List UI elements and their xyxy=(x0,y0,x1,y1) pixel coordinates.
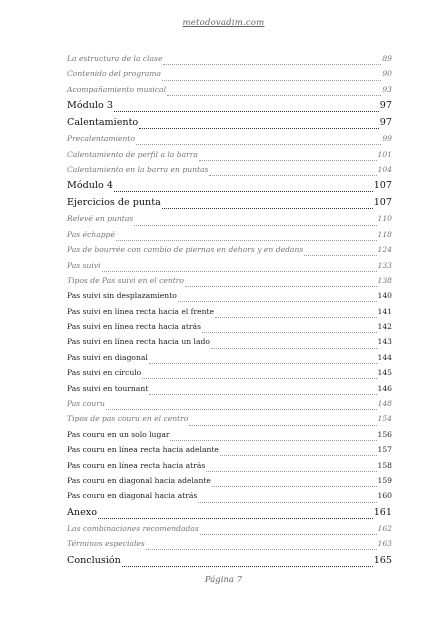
toc-entry-title: Módulo 4 xyxy=(67,180,113,192)
table-of-contents xyxy=(67,51,392,569)
site-link[interactable]: metodovadim.com xyxy=(182,18,265,28)
dot-leader xyxy=(200,524,377,535)
dot-leader xyxy=(206,461,376,472)
toc-entry-title: Pas couru en línea recta hacia atrás xyxy=(67,460,206,470)
toc-entry[interactable] xyxy=(67,536,392,551)
dot-leader xyxy=(149,353,377,364)
toc-entry-page: 156 xyxy=(377,429,392,439)
dot-leader xyxy=(304,245,376,256)
toc-entry-page: 97 xyxy=(379,100,392,112)
dot-leader xyxy=(136,134,381,145)
toc-entry-page: 97 xyxy=(379,117,392,129)
toc-entry-title: Las combinaciones recomendadas xyxy=(67,523,199,533)
toc-entry-title: Términos especiales xyxy=(67,539,145,549)
dot-leader xyxy=(199,150,377,161)
dot-leader xyxy=(202,322,377,333)
toc-entry-page: 154 xyxy=(377,414,392,424)
toc-entry-title: Pas de bourrée con cambio de piernas en dehors y en dedans xyxy=(67,245,304,255)
toc-entry-page: 144 xyxy=(377,352,392,362)
toc-entry[interactable] xyxy=(67,350,392,365)
toc-entry[interactable] xyxy=(67,97,392,114)
toc-entry[interactable] xyxy=(67,381,392,396)
dot-leader xyxy=(122,556,373,567)
toc-entry-page: 143 xyxy=(377,337,392,347)
toc-entry-page: 159 xyxy=(377,475,392,485)
dot-leader xyxy=(146,539,377,550)
toc-entry[interactable] xyxy=(67,114,392,131)
toc-entry[interactable] xyxy=(67,242,392,257)
toc-entry-page: 99 xyxy=(382,134,392,144)
toc-entry[interactable] xyxy=(67,365,392,380)
toc-entry-page: 101 xyxy=(377,149,392,159)
dot-leader xyxy=(162,70,381,81)
toc-entry[interactable] xyxy=(67,131,392,146)
toc-entry[interactable] xyxy=(67,51,392,66)
toc-entry-page: 118 xyxy=(377,229,392,239)
dot-leader xyxy=(198,492,376,503)
toc-entry-title: Relevé en puntas xyxy=(67,214,134,224)
toc-entry-title: Tipos de Pas suivi en el centro xyxy=(67,275,184,285)
dot-leader xyxy=(215,307,376,318)
toc-entry-title: Pas suivi en tournant xyxy=(67,383,149,393)
dot-leader xyxy=(114,181,373,192)
dot-leader xyxy=(178,291,377,302)
toc-entry[interactable] xyxy=(67,396,392,411)
toc-entry[interactable] xyxy=(67,273,392,288)
dot-leader xyxy=(106,399,377,410)
toc-entry-title: Pas couru en diagonal hacia adelante xyxy=(67,475,211,485)
toc-entry-title: La estructura de la clase xyxy=(67,54,163,63)
toc-entry-title: Calentamiento en la barra en puntas xyxy=(67,164,209,174)
dot-leader xyxy=(170,430,376,441)
dot-leader xyxy=(139,118,379,129)
toc-entry-title: Pas couru xyxy=(67,399,105,409)
toc-entry[interactable] xyxy=(67,473,392,488)
toc-entry[interactable] xyxy=(67,258,392,273)
dot-leader xyxy=(116,230,377,241)
toc-entry-page: 107 xyxy=(373,180,392,192)
toc-entry-page: 124 xyxy=(377,245,392,255)
toc-entry-page: 142 xyxy=(377,322,392,332)
toc-entry[interactable] xyxy=(67,504,392,521)
dot-leader xyxy=(98,508,373,519)
toc-entry-page: 165 xyxy=(373,554,392,566)
toc-entry-title: Pas suivi en línea recta hacia el frente xyxy=(67,306,215,316)
toc-entry-title: Tipos de pas couru en el centro xyxy=(67,414,189,424)
toc-entry[interactable] xyxy=(67,552,392,569)
toc-entry-page: 138 xyxy=(377,275,392,285)
toc-entry[interactable] xyxy=(67,521,392,536)
dot-leader xyxy=(167,85,381,96)
toc-entry-page: 163 xyxy=(377,539,392,549)
toc-entry[interactable] xyxy=(67,458,392,473)
toc-entry[interactable] xyxy=(67,211,392,226)
toc-entry[interactable] xyxy=(67,411,392,426)
toc-entry-title: Pas couru en un solo lugar xyxy=(67,429,170,439)
toc-entry-page: 160 xyxy=(377,491,392,501)
toc-entry[interactable] xyxy=(67,66,392,81)
toc-entry-title: Pas suivi xyxy=(67,260,101,270)
toc-entry[interactable] xyxy=(67,319,392,334)
toc-entry-title: Pas suivi en línea recta hacia atrás xyxy=(67,322,201,332)
dot-leader xyxy=(185,276,377,287)
toc-entry-title: Conclusión xyxy=(67,554,121,566)
dot-leader xyxy=(134,215,376,226)
dot-leader xyxy=(212,476,377,487)
toc-entry-title: Ejercicios de punta xyxy=(67,197,161,209)
toc-entry-title: Acompañamiento musical xyxy=(67,84,166,94)
toc-entry-title: Pas suivi sin desplazamiento xyxy=(67,291,177,301)
toc-entry[interactable] xyxy=(67,288,392,303)
dot-leader xyxy=(142,368,376,379)
toc-entry-title: Anexo xyxy=(67,506,97,518)
toc-entry[interactable] xyxy=(67,162,392,177)
toc-entry-page: 162 xyxy=(377,523,392,533)
toc-entry-page: 141 xyxy=(377,306,392,316)
toc-entry-page: 89 xyxy=(382,54,392,63)
toc-entry-title: Contenido del programa xyxy=(67,69,161,79)
dot-leader xyxy=(163,54,381,65)
dot-leader xyxy=(211,338,377,349)
dot-leader xyxy=(162,198,373,209)
toc-entry[interactable] xyxy=(67,227,392,242)
page-footer xyxy=(0,575,447,585)
toc-entry-title: Módulo 3 xyxy=(67,100,113,112)
page-number-label: Página 7 xyxy=(204,575,243,585)
toc-entry-title: Calentamiento de perfil a la barra xyxy=(67,149,198,159)
toc-entry[interactable] xyxy=(67,147,392,162)
dot-leader xyxy=(114,101,379,112)
toc-entry-title: Pas suivi en círculo xyxy=(67,368,142,378)
toc-entry-page: 110 xyxy=(377,214,392,224)
toc-entry-page: 158 xyxy=(377,460,392,470)
dot-leader xyxy=(102,261,377,272)
toc-entry-title: Pas suivi en línea recta hacia un lado xyxy=(67,337,210,347)
toc-entry-page: 161 xyxy=(373,506,392,518)
dot-leader xyxy=(189,415,376,426)
toc-entry-title: Precalentamiento xyxy=(67,134,136,144)
toc-entry-title: Pas échappé xyxy=(67,229,115,239)
dot-leader xyxy=(149,384,376,395)
toc-entry-page: 133 xyxy=(377,260,392,270)
toc-entry[interactable] xyxy=(67,488,392,503)
toc-entry-page: 146 xyxy=(377,383,392,393)
toc-entry[interactable] xyxy=(67,334,392,349)
toc-entry[interactable] xyxy=(67,82,392,97)
toc-entry[interactable] xyxy=(67,442,392,457)
toc-entry[interactable] xyxy=(67,194,392,211)
toc-entry-page: 148 xyxy=(377,399,392,409)
toc-entry-page: 104 xyxy=(377,164,392,174)
toc-entry-title: Calentamiento xyxy=(67,117,139,129)
dot-leader xyxy=(220,445,377,456)
toc-entry-page: 145 xyxy=(377,368,392,378)
toc-entry[interactable] xyxy=(67,177,392,194)
dot-leader xyxy=(209,165,376,176)
toc-entry[interactable] xyxy=(67,427,392,442)
toc-entry-page: 107 xyxy=(373,197,392,209)
page-header xyxy=(0,18,447,28)
toc-entry-page: 93 xyxy=(382,84,392,94)
toc-entry-title: Pas couru en diagonal hacia atrás xyxy=(67,491,198,501)
toc-entry-title: Pas couru en línea recta hacia adelante xyxy=(67,445,219,455)
toc-entry-page: 90 xyxy=(382,69,392,79)
toc-entry-page: 157 xyxy=(377,445,392,455)
toc-entry-title: Pas suivi en diagonal xyxy=(67,352,148,362)
toc-entry[interactable] xyxy=(67,304,392,319)
toc-entry-page: 140 xyxy=(377,291,392,301)
